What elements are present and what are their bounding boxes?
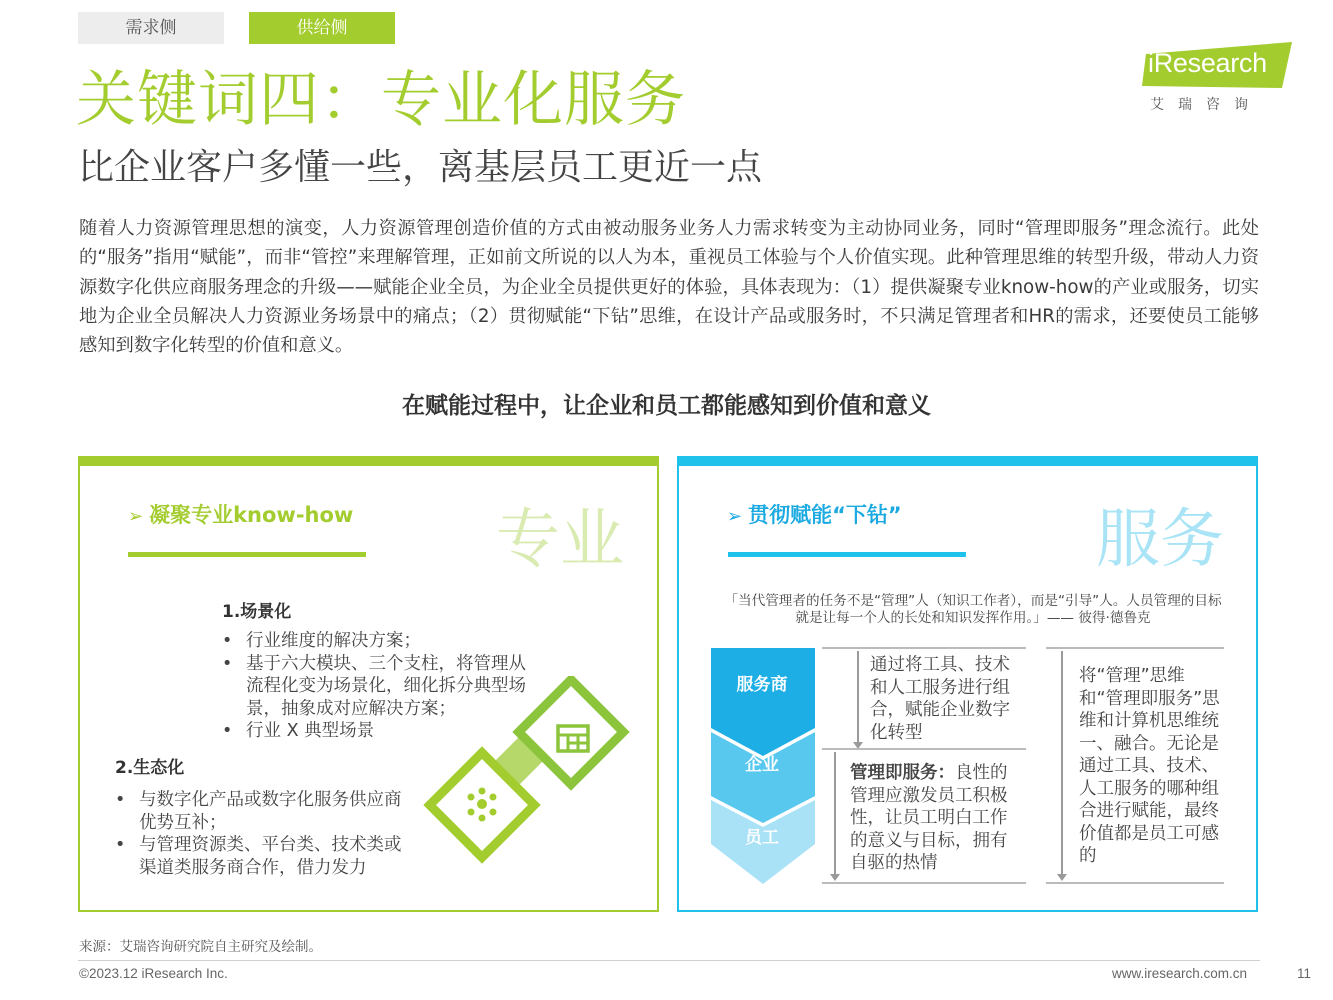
section-heading: 在赋能过程中，让企业和员工都能感知到价值和意义 [402, 393, 931, 419]
card-professional-heading [128, 499, 353, 529]
copyright: ©2023.12 iResearch Inc. [79, 966, 228, 981]
page-number: 11 [1297, 966, 1312, 981]
card-service-heading [727, 499, 902, 529]
col1-top-text: 通过将工具、技术和人工服务进行组合，赋能企业数字化转型 [870, 655, 1010, 743]
item-ecosystem-title: 2.生态化 [115, 758, 185, 778]
watermark-word-service: 服务 [1096, 503, 1224, 577]
heading-underline [128, 552, 366, 557]
down-arrow-icon [857, 651, 859, 743]
funnel-label-provider: 服务商 [736, 675, 788, 695]
divider [1046, 647, 1224, 649]
funnel-step-provider [711, 648, 815, 756]
diamond-icons-graphic [415, 676, 640, 866]
divider [1046, 882, 1224, 884]
arrow-right-icon: ➢ [128, 506, 144, 527]
logo-wordmark: iResearch [1148, 48, 1267, 78]
col1-bottom-bold: 管理即服务： [850, 763, 955, 783]
funnel-label-employee: 员工 [745, 828, 779, 848]
down-arrow-icon [834, 752, 836, 875]
col2-text: 将“管理”思维和“管理即服务”思维和计算机思维统一、融合。无论是通过工具、技术、人工服务的哪种组合进行赋能，最终价值都是员工可感的 [1079, 666, 1220, 866]
list-item: • 行业维度的解决方案； [222, 630, 540, 653]
divider [822, 882, 1026, 884]
tab-supply-side[interactable]: 供给侧 [249, 12, 395, 44]
logo-chinese-name: 艾瑞咨询 [1150, 97, 1262, 113]
ecosystem-bullets [115, 789, 415, 879]
list-item: • 基于六大模块、三个支柱，将管理从流程化变为场景化，细化拆分典型场景，抽象成对应解决方案； [222, 653, 540, 721]
col1-bottom-text [850, 762, 1024, 875]
list-item: • 行业 X 典型场景 [222, 720, 540, 743]
iresearch-logo [1142, 40, 1297, 120]
col1-bottom-body: 良性的管理应激发员工积极性，让员工明白工作的意义与目标，拥有自驱的热情 [850, 763, 1008, 873]
list-item: • 与管理资源类、平台类、技术类或渠道类服务商合作，借力发力 [115, 834, 415, 879]
card-professional-heading-text: 凝聚专业know-how [149, 503, 354, 527]
intro-paragraph: 随着人力资源管理思想的演变，人力资源管理创造价值的方式由被动服务业务人力需求转变为主动协同业务，同时“管理即服务”理念流行。此处的“服务”指用“赋能”，而非“管控”来理解管理，正如前文所说的以人为本，重视员工体验与个人价值实现。此种管理思维的转型升级，带动人力资源数字化供应商服务理念的升级——赋能企业全员，为企业全员提供更好的体验，具体表现为：（1）提供凝聚专业know-how的产业或服务，切实地为企业全员解决人力资源业务场景中的痛点；（2）贯彻赋能“下钻”思维，在设计产品或服务时，不只满足管理者和HR的需求，还要使员工能够感知到数字化转型的价值和意义。 [79, 218, 1259, 357]
divider [822, 748, 1026, 750]
drucker-quote: 「当代管理者的任务不是“管理”人（知识工作者），而是“引导”人。人员管理的目标就是让每一个人的长处和知识发挥作用。」—— 彼得·德鲁克 [724, 593, 1222, 626]
source-note: 来源：艾瑞咨询研究院自主研究及绘制。 [79, 939, 322, 955]
page-subtitle: 比企业客户多懂一些，离基层员工更近一点 [78, 147, 763, 188]
tab-demand-side[interactable]: 需求侧 [78, 12, 224, 44]
card-service-heading-text: 贯彻赋能“下钻” [748, 503, 902, 527]
page-title: 关键词四：专业化服务 [76, 65, 686, 135]
list-item: • 与数字化产品或数字化服务供应商优势互补； [115, 789, 415, 834]
down-arrow-icon [1061, 651, 1063, 875]
item-scenario-title: 1.场景化 [222, 602, 292, 622]
divider [822, 647, 1026, 649]
watermark-word-professional: 专业 [496, 503, 624, 577]
footer-divider [78, 960, 1260, 961]
heading-underline [728, 552, 966, 557]
arrow-right-icon: ➢ [727, 506, 743, 527]
funnel-label-enterprise: 企业 [745, 755, 779, 775]
website-link[interactable]: www.iresearch.com.cn [1112, 966, 1248, 981]
